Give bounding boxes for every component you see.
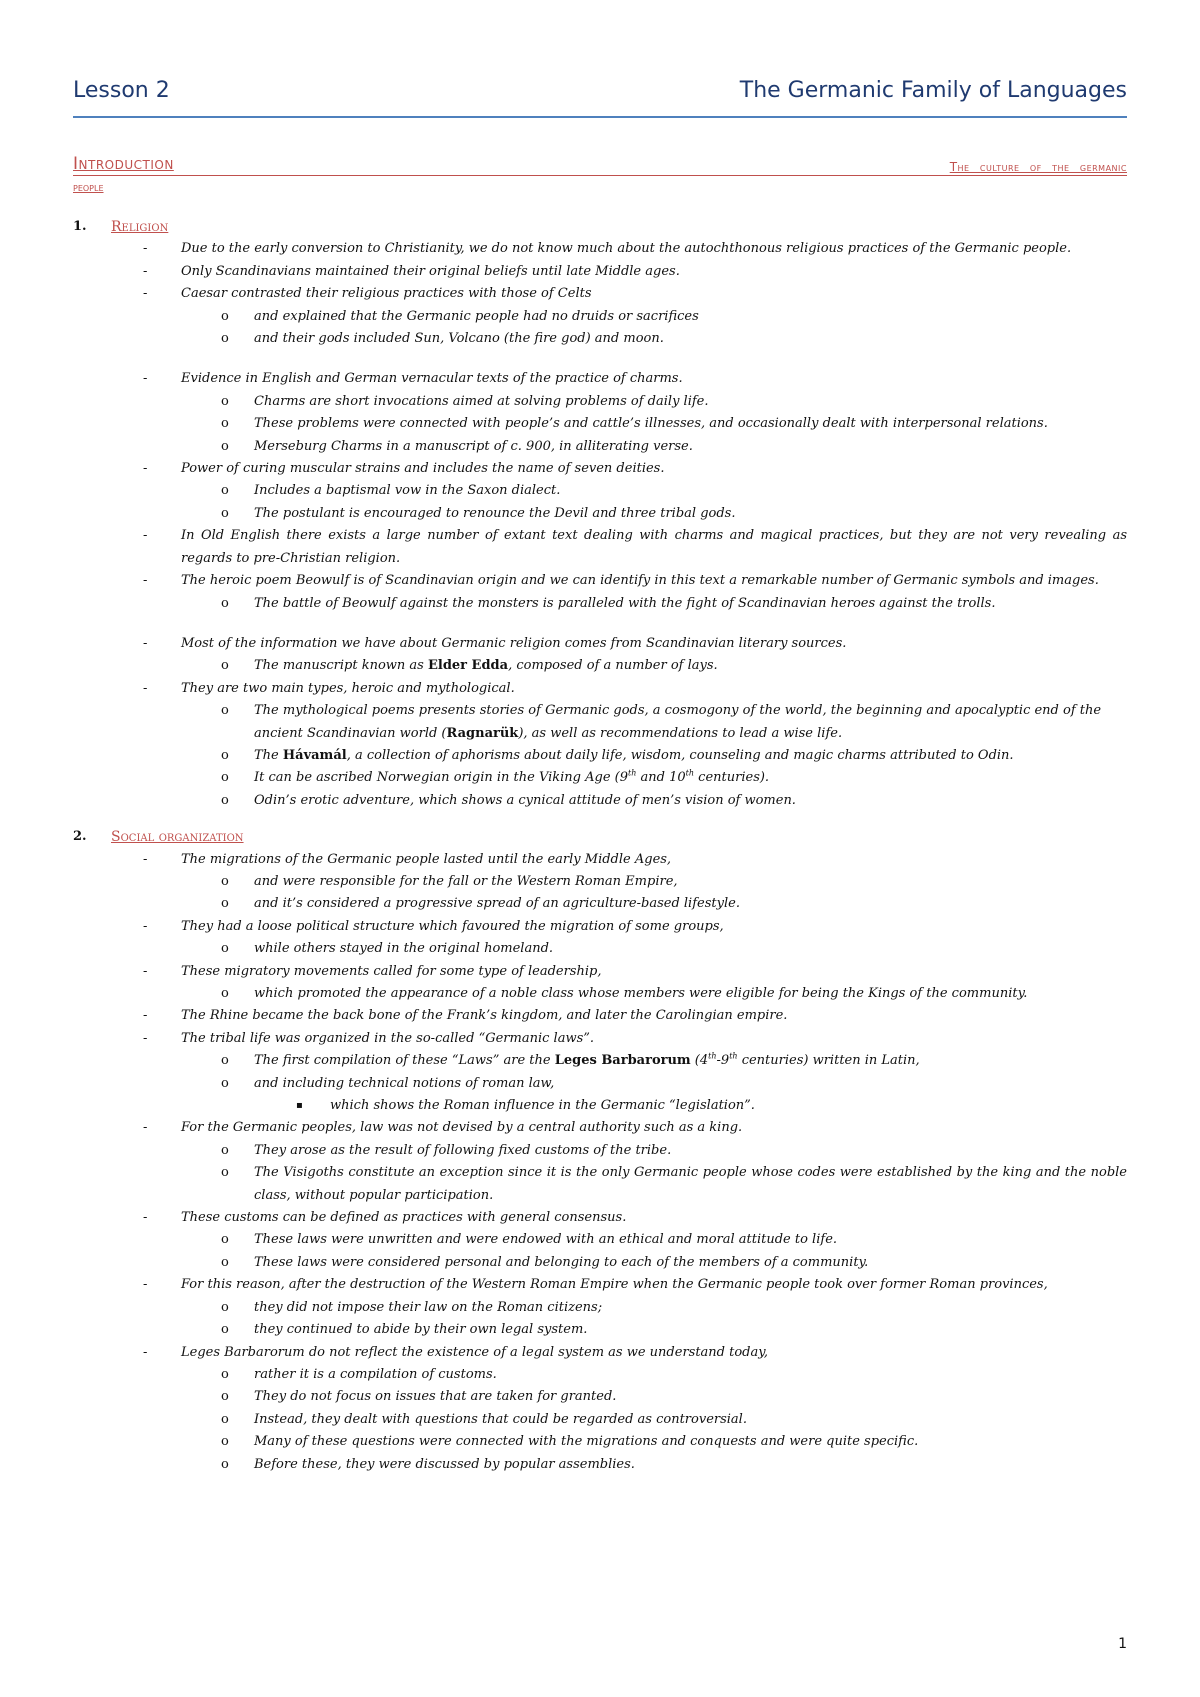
header-title: The Germanic Family of Languages bbox=[739, 78, 1127, 103]
list-item: - For this reason, after the destruction of the Western Roman Empire when the Germanic people took over former Roman provinces, bbox=[143, 1277, 1048, 1293]
sub-list-item: o Before these, they were discussed by popular assemblies. bbox=[221, 1456, 635, 1472]
intro-subheading: The culture of the germanic bbox=[949, 160, 1127, 174]
list-item: - The migrations of the Germanic people lasted until the early Middle Ages, bbox=[143, 851, 672, 867]
sub-list-item: o while others stayed in the original homeland. bbox=[221, 941, 554, 957]
intro-heading-row bbox=[73, 154, 1127, 176]
list-item: - Evidence in English and German vernacular texts of the practice of charms. bbox=[143, 371, 683, 387]
sub-list-item: o Includes a baptismal vow in the Saxon dialect. bbox=[221, 483, 561, 499]
header-divider bbox=[73, 116, 1127, 118]
sub-list-item: o Many of these questions were connected with the migrations and conquests and were quite specific. bbox=[221, 1434, 919, 1450]
sub-list-item: o The battle of Beowulf against the monsters is paralleled with the fight of Scandinavian heroes against the trolls. bbox=[221, 595, 996, 611]
page-number: 1 bbox=[1118, 1636, 1127, 1652]
section-title: Social organization bbox=[111, 829, 244, 846]
sub-sub-list-item: ▪ which shows the Roman influence in the Germanic “legislation”. bbox=[296, 1098, 755, 1114]
sub-list-item: o they continued to abide by their own legal system. bbox=[221, 1322, 588, 1338]
sub-list-item: o These laws were considered personal and belonging to each of the members of a community. bbox=[221, 1254, 869, 1270]
list-item: - These migratory movements called for some type of leadership, bbox=[143, 963, 602, 979]
intro-heading: Introduction bbox=[73, 154, 174, 174]
sub-list-item: o The Visigoths constitute an exception since it is the only Germanic people whose codes were established by the king and the noble class, without popular participation. bbox=[221, 1165, 1127, 1203]
section-heading-social-organization bbox=[73, 826, 1127, 848]
list-item: - Due to the early conversion to Christianity, we do not know much about the autochthonous religious practices of the Germanic people. bbox=[143, 241, 1072, 257]
sub-list-item: o which promoted the appearance of a noble class whose members were eligible for being the Kings of the community. bbox=[221, 986, 1028, 1001]
sub-list-item: o rather it is a compilation of customs. bbox=[221, 1366, 497, 1382]
sub-list-item: o Odin’s erotic adventure, which shows a cynical attitude of men’s vision of women. bbox=[221, 792, 796, 808]
section-heading-religion bbox=[73, 216, 1127, 238]
term-havamal: Hávamál bbox=[282, 747, 347, 763]
header-lesson-label: Lesson 2 bbox=[73, 78, 170, 103]
list-item: - The tribal life was organized in the so-called “Germanic laws”. bbox=[143, 1030, 595, 1046]
sub-list-item: o Charms are short invocations aimed at solving problems of daily life. bbox=[221, 393, 709, 409]
list-item: - In Old English there exists a large number of extant text dealing with charms and magical practices, but they are not very revealing as regards to pre-Christian religion. bbox=[143, 528, 1127, 566]
sub-list-item: o It can be ascribed Norwegian origin in the Viking Age (9th and 10th centuries). bbox=[221, 769, 770, 786]
term-ragnaruk: Ragnarük bbox=[446, 725, 519, 741]
sub-list-item: o Instead, they dealt with questions that could be regarded as controversial. bbox=[221, 1411, 747, 1427]
list-item: - Power of curing muscular strains and includes the name of seven deities. bbox=[143, 461, 665, 477]
sub-list-item: o These laws were unwritten and were endowed with an ethical and moral attitude to life. bbox=[221, 1232, 838, 1248]
sub-list-item: o The Hávamál, a collection of aphorisms about daily life, wisdom, counseling and magic charms attributed to Odin. bbox=[221, 747, 1014, 763]
list-item: - Most of the information we have about Germanic religion comes from Scandinavian literary sources. bbox=[143, 635, 847, 651]
term-leges-barbarorum: Leges Barbarorum bbox=[554, 1053, 691, 1069]
section-title: Religion bbox=[111, 219, 169, 235]
section-number: 2. bbox=[73, 829, 87, 845]
list-item: - They had a loose political structure which favoured the migration of some groups, bbox=[143, 918, 724, 934]
sub-list-item: o and it’s considered a progressive spread of an agriculture-based lifestyle. bbox=[221, 896, 740, 912]
list-item: - Caesar contrasted their religious practices with those of Celts bbox=[143, 286, 592, 302]
term-elder-edda: Elder Edda bbox=[427, 658, 509, 674]
list-item: - They are two main types, heroic and mythological. bbox=[143, 680, 515, 696]
list-item: - Only Scandinavians maintained their original beliefs until late Middle ages. bbox=[143, 263, 680, 279]
sub-list-item: o they did not impose their law on the Roman citizens; bbox=[221, 1299, 603, 1315]
intro-subheading-continued: people bbox=[73, 180, 104, 194]
sub-list-item: o The manuscript known as Elder Edda, composed of a number of lays. bbox=[221, 658, 718, 674]
sub-list-item: o They arose as the result of following fixed customs of the tribe. bbox=[221, 1142, 672, 1158]
list-item: - The heroic poem Beowulf is of Scandinavian origin and we can identify in this text a remarkable number of Germanic symbols and images. bbox=[143, 573, 1099, 589]
sub-list-item: o Merseburg Charms in a manuscript of c. 900, in alliterating verse. bbox=[221, 438, 693, 454]
sub-list-item: o and including technical notions of roman law, bbox=[221, 1075, 555, 1091]
sub-list-item: o They do not focus on issues that are taken for granted. bbox=[221, 1389, 617, 1405]
sub-list-item: o The mythological poems presents stories of Germanic gods, a cosmogony of the world, the beginning and apocalyptic end of the ancient Scandinavian world (Ragnarük), as well as recommendations to lead a wise life. bbox=[221, 703, 1102, 741]
list-item: - These customs can be defined as practices with general consensus. bbox=[143, 1210, 627, 1226]
sub-list-item: o and explained that the Germanic people had no druids or sacrifices bbox=[221, 308, 699, 324]
sub-list-item: o These problems were connected with people’s and cattle’s illnesses, and occasionally dealt with interpersonal relations. bbox=[221, 416, 1048, 432]
list-item: - Leges Barbarorum do not reflect the existence of a legal system as we understand today, bbox=[143, 1344, 768, 1360]
sub-list-item: o and their gods included Sun, Volcano (the fire god) and moon. bbox=[221, 331, 664, 347]
list-item: - The Rhine became the back bone of the Frank’s kingdom, and later the Carolingian empire. bbox=[143, 1008, 788, 1024]
sub-list-item: o and were responsible for the fall or the Western Roman Empire, bbox=[221, 873, 678, 889]
sub-list-item: o The postulant is encouraged to renounce the Devil and three tribal gods. bbox=[221, 505, 736, 521]
list-item: - For the Germanic peoples, law was not devised by a central authority such as a king. bbox=[143, 1120, 743, 1136]
document-body bbox=[73, 216, 1127, 1476]
section-number: 1. bbox=[73, 219, 87, 234]
sub-list-item: o The first compilation of these “Laws” are the Leges Barbarorum (4th-9th centuries) written in Latin, bbox=[221, 1051, 920, 1069]
